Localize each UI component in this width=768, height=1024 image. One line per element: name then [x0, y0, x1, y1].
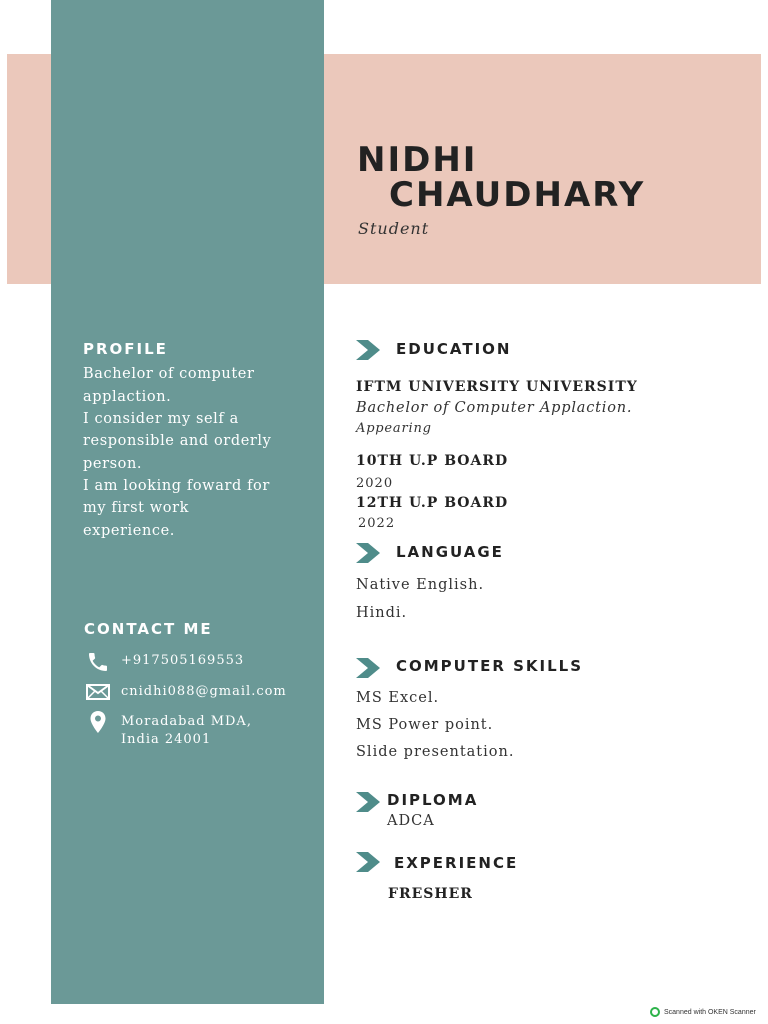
profile-heading: PROFILE — [83, 340, 168, 358]
scanner-text: Scanned with OKEN Scanner — [664, 1008, 756, 1016]
scanner-logo-icon — [650, 1007, 660, 1017]
profile-line: applaction. — [83, 389, 172, 405]
name-last: CHAUDHARY — [389, 175, 646, 215]
education-board2: 12TH U.P BOARD — [356, 495, 509, 511]
scanner-watermark — [650, 1007, 756, 1017]
name-first: NIDHI — [357, 140, 478, 180]
education-board1-year: 2020 — [356, 476, 394, 491]
education-board1: 10TH U.P BOARD — [356, 453, 509, 469]
role-title: Student — [358, 219, 430, 238]
chevron-right-icon — [356, 852, 382, 872]
experience-value: FRESHER — [388, 886, 473, 902]
contact-email: cnidhi088@gmail.com — [121, 684, 287, 699]
computer-skills-heading: COMPUTER SKILLS — [396, 657, 584, 675]
location-icon — [86, 710, 110, 734]
language-item: Hindi. — [356, 605, 408, 621]
education-heading: EDUCATION — [396, 340, 512, 358]
phone-icon — [86, 650, 110, 674]
education-status: Appearing — [356, 421, 432, 436]
profile-line: person. — [83, 456, 143, 472]
chevron-right-icon — [356, 543, 382, 563]
profile-line: Bachelor of computer — [83, 366, 255, 382]
contact-heading: CONTACT ME — [84, 620, 213, 638]
skill-item: MS Power point. — [356, 717, 494, 733]
email-icon — [86, 680, 110, 704]
experience-heading: EXPERIENCE — [394, 854, 519, 872]
profile-line: responsible and orderly — [83, 433, 272, 449]
profile-line: I consider my self a — [83, 411, 239, 427]
diploma-heading: DIPLOMA — [387, 791, 479, 809]
profile-line: I am looking foward for — [83, 478, 270, 494]
contact-address-line1: Moradabad MDA, — [121, 714, 252, 729]
diploma-value: ADCA — [387, 813, 435, 829]
contact-phone: +917505169553 — [121, 653, 245, 668]
language-item: Native English. — [356, 577, 485, 593]
profile-line: experience. — [83, 523, 176, 539]
chevron-right-icon — [356, 792, 382, 812]
education-university: IFTM UNIVERSITY UNIVERSITY — [356, 379, 638, 395]
skill-item: MS Excel. — [356, 690, 440, 706]
chevron-right-icon — [356, 340, 382, 360]
language-heading: LANGUAGE — [396, 543, 504, 561]
education-degree: Bachelor of Computer Applaction. — [356, 400, 633, 416]
education-board2-year: 2022 — [358, 516, 396, 531]
contact-address-line2: India 24001 — [121, 732, 212, 747]
chevron-right-icon — [356, 658, 382, 678]
skill-item: Slide presentation. — [356, 744, 515, 760]
profile-line: my first work — [83, 500, 190, 516]
